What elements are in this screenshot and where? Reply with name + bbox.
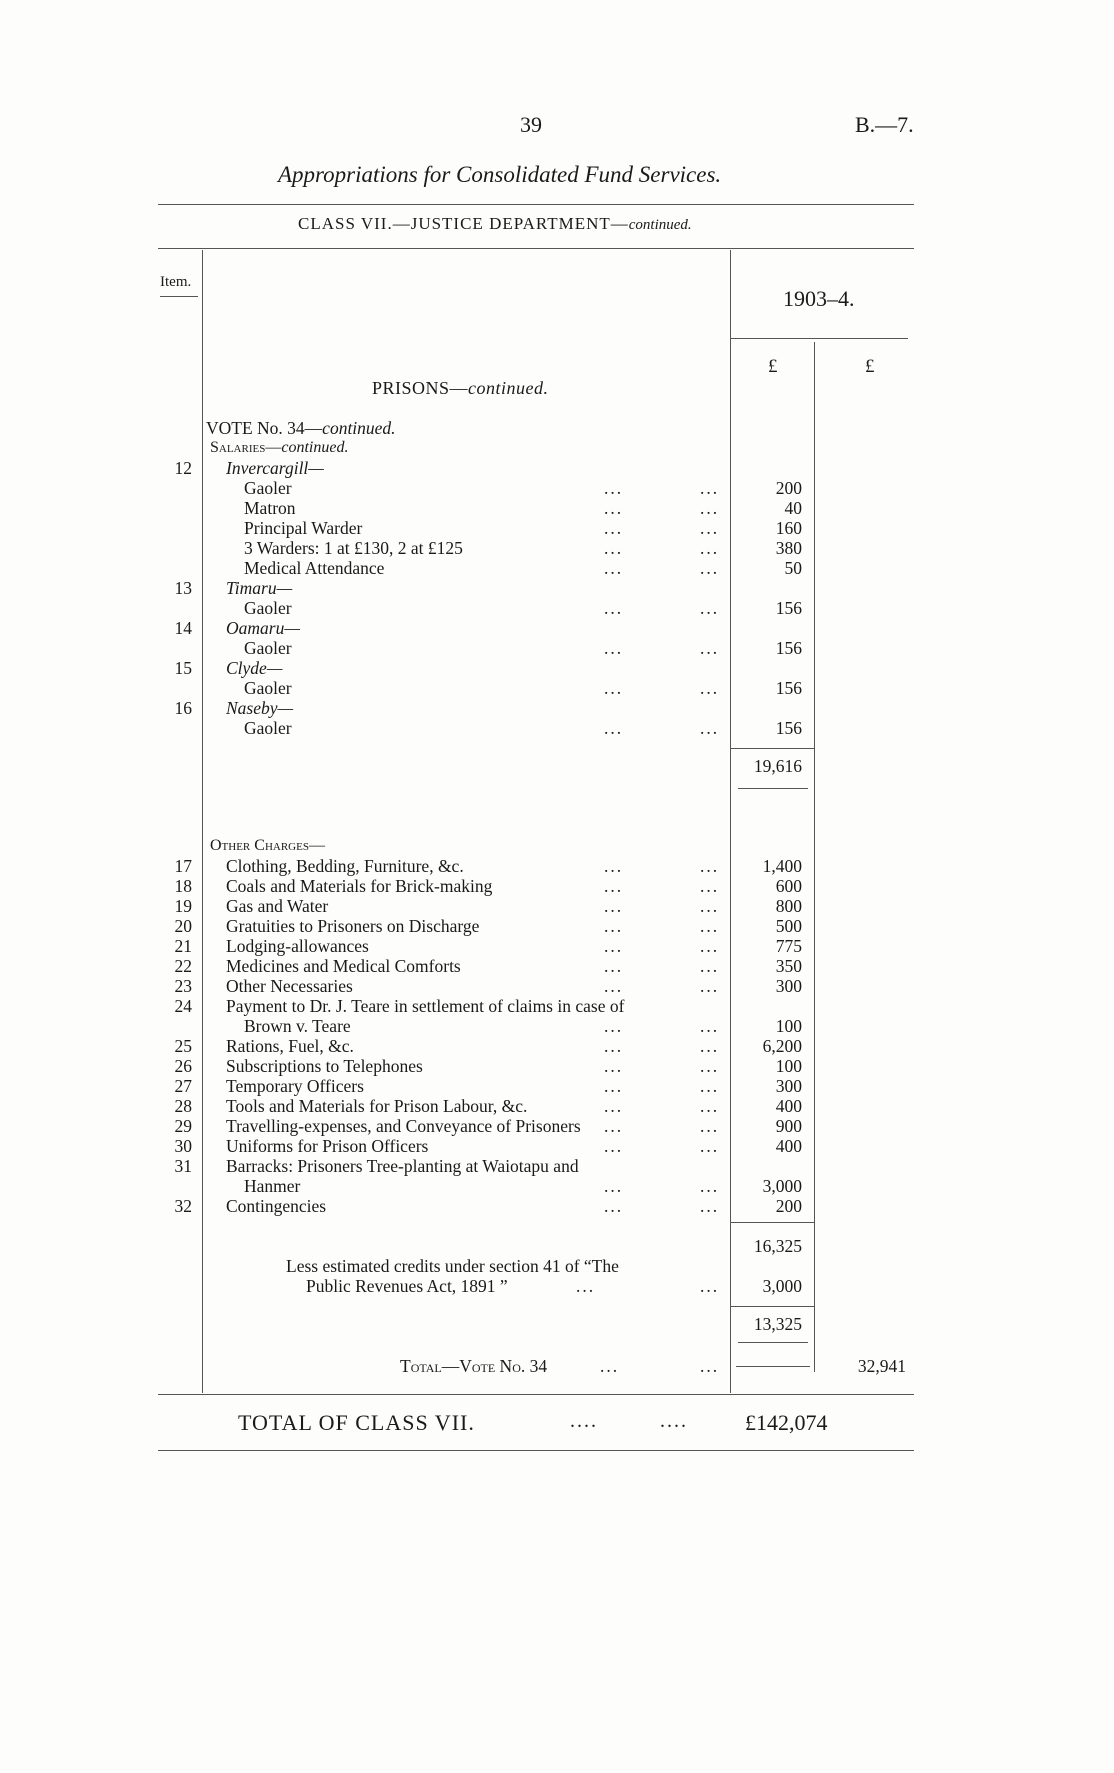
line-item-label: Medicines and Medical Comforts (226, 956, 461, 976)
leader-dots: ... (700, 1016, 720, 1036)
leader-dots: ... (700, 936, 720, 956)
line-item-label: Rations, Fuel, &c. (226, 1036, 354, 1056)
line-item-amount: 50 (784, 558, 802, 578)
line-item-amount: 100 (775, 1016, 802, 1036)
item-number: 28 (174, 1096, 192, 1116)
vote-total-label: Total—Vote No. 34 (400, 1356, 548, 1376)
line-item-label: Temporary Officers (226, 1076, 364, 1096)
item-number: 14 (174, 618, 192, 638)
line-item-amount: 300 (775, 1076, 802, 1096)
item-number: 22 (174, 956, 192, 976)
credits-text: Public Revenues Act, 1891 ” (306, 1276, 508, 1296)
line-item-amount: 160 (775, 518, 802, 538)
leader-dots: ... (700, 896, 720, 916)
other-charges-net: 13,325 (753, 1314, 802, 1334)
leader-dots: ... (700, 718, 720, 738)
leader-dots: ... (700, 1196, 720, 1216)
item-number: 27 (174, 1076, 192, 1096)
subsection-heading: Other Charges— (210, 837, 325, 854)
leader-dots: ... (604, 538, 624, 558)
leader-dots: ... (604, 936, 624, 956)
leader-dots: ... (604, 1196, 624, 1216)
line-item-label: Tools and Materials for Prison Labour, &c. (226, 1096, 528, 1116)
line-item-amount: 800 (775, 896, 802, 916)
line-item-label: Clothing, Bedding, Furniture, &c. (226, 856, 464, 876)
credits-text: Less estimated credits under section 41 of “The (286, 1256, 619, 1276)
line-item-amount: 1,400 (762, 856, 802, 876)
leader-dots: .... (660, 1410, 688, 1432)
item-number: 26 (174, 1056, 192, 1076)
rule (730, 1222, 814, 1223)
leader-dots: ... (604, 518, 624, 538)
vote-heading: VOTE No. 34—continued. (206, 418, 396, 438)
line-item-label: Gaoler (244, 638, 292, 658)
line-item-label: Gaoler (244, 478, 292, 498)
leader-dots: ... (604, 1016, 624, 1036)
leader-dots: .... (570, 1410, 598, 1432)
rule (158, 204, 914, 205)
leader-dots: ... (700, 916, 720, 936)
line-item-label: Matron (244, 498, 296, 518)
leader-dots: ... (604, 856, 624, 876)
class-heading: CLASS VII.—JUSTICE DEPARTMENT—continued. (298, 214, 692, 233)
line-item-label: Hanmer (244, 1176, 301, 1196)
line-item-label: Brown v. Teare (244, 1016, 351, 1036)
item-number: 23 (174, 976, 192, 996)
leader-dots: ... (700, 976, 720, 996)
line-item-amount: 6,200 (762, 1036, 802, 1056)
line-item-label: Coals and Materials for Brick-making (226, 876, 493, 896)
leader-dots: ... (604, 478, 624, 498)
document-code: B.—7. (855, 112, 914, 137)
item-number: 18 (174, 876, 192, 896)
line-item-label: Medical Attendance (244, 558, 385, 578)
rule (158, 1450, 914, 1451)
leader-dots: ... (700, 1096, 720, 1116)
place-name: Invercargill— (226, 458, 324, 478)
rule (736, 1366, 810, 1367)
leader-dots: ... (604, 916, 624, 936)
leader-dots: ... (700, 678, 720, 698)
leader-dots: ... (604, 558, 624, 578)
leader-dots: ... (604, 498, 624, 518)
leader-dots: ... (700, 638, 720, 658)
leader-dots: ... (604, 876, 624, 896)
subsection-heading: Salaries—continued. (210, 439, 349, 456)
line-item-amount: 400 (775, 1096, 802, 1116)
leader-dots: ... (604, 1116, 624, 1136)
rule (814, 342, 815, 1372)
line-item-amount: 156 (775, 638, 802, 658)
leader-dots: ... (604, 1056, 624, 1076)
rule (158, 248, 914, 249)
item-number: 19 (174, 896, 192, 916)
class-total-amount: £142,074 (745, 1410, 828, 1435)
item-number: 20 (174, 916, 192, 936)
place-name: Oamaru— (226, 618, 300, 638)
rule (730, 338, 908, 339)
line-item-label: Barracks: Prisoners Tree-planting at Waiotapu and (226, 1156, 579, 1176)
page-title: Appropriations for Consolidated Fund Services. (278, 162, 722, 187)
line-item-amount: 200 (775, 1196, 802, 1216)
item-number: 24 (174, 996, 192, 1016)
rule (158, 1394, 914, 1395)
section-heading: PRISONS—continued. (372, 378, 549, 398)
leader-dots: ... (700, 1076, 720, 1096)
rule (730, 748, 814, 749)
leader-dots: ... (600, 1356, 620, 1376)
line-item-label: Gaoler (244, 678, 292, 698)
leader-dots: ... (700, 598, 720, 618)
item-number: 15 (174, 658, 192, 678)
item-column-header: Item. (160, 274, 192, 290)
item-number: 25 (174, 1036, 192, 1056)
line-item-amount: 156 (775, 598, 802, 618)
line-item-label: Principal Warder (244, 518, 363, 538)
line-item-label: Gratuities to Prisoners on Discharge (226, 916, 480, 936)
line-item-label: Subscriptions to Telephones (226, 1056, 423, 1076)
leader-dots: ... (700, 956, 720, 976)
line-item-amount: 3,000 (762, 1176, 802, 1196)
line-item-amount: 775 (775, 936, 802, 956)
leader-dots: ... (604, 976, 624, 996)
item-number: 16 (174, 698, 192, 718)
line-item-amount: 40 (784, 498, 802, 518)
leader-dots: ... (604, 1036, 624, 1056)
line-item-label: 3 Warders: 1 at £130, 2 at £125 (244, 538, 463, 558)
leader-dots: ... (700, 876, 720, 896)
item-number: 12 (174, 458, 192, 478)
line-item-amount: 380 (775, 538, 802, 558)
leader-dots: ... (700, 518, 720, 538)
year-header: 1903–4. (783, 286, 855, 311)
leader-dots: ... (700, 538, 720, 558)
leader-dots: ... (604, 638, 624, 658)
leader-dots: ... (604, 718, 624, 738)
leader-dots: ... (604, 1136, 624, 1156)
rule (202, 250, 203, 1393)
leader-dots: ... (700, 478, 720, 498)
item-number: 21 (174, 936, 192, 956)
line-item-label: Uniforms for Prison Officers (226, 1136, 429, 1156)
leader-dots: ... (700, 558, 720, 578)
item-number: 30 (174, 1136, 192, 1156)
leader-dots: ... (604, 598, 624, 618)
leader-dots: ... (700, 1036, 720, 1056)
leader-dots: ... (700, 1276, 720, 1296)
line-item-label: Gaoler (244, 718, 292, 738)
line-item-amount: 500 (775, 916, 802, 936)
leader-dots: ... (604, 1076, 624, 1096)
line-item-label: Gaoler (244, 598, 292, 618)
leader-dots: ... (700, 1116, 720, 1136)
leader-dots: ... (604, 896, 624, 916)
credits-amount: 3,000 (762, 1276, 802, 1296)
place-name: Timaru— (226, 578, 293, 598)
rule (160, 296, 198, 297)
line-item-label: Other Necessaries (226, 976, 353, 996)
leader-dots: ... (604, 1176, 624, 1196)
line-item-amount: 156 (775, 718, 802, 738)
leader-dots: ... (700, 856, 720, 876)
leader-dots: ... (604, 1096, 624, 1116)
item-number: 32 (174, 1196, 192, 1216)
line-item-amount: 900 (775, 1116, 802, 1136)
pound-symbol: £ (768, 356, 778, 377)
line-item-amount: 600 (775, 876, 802, 896)
item-number: 29 (174, 1116, 192, 1136)
leader-dots: ... (700, 1056, 720, 1076)
salaries-total: 19,616 (753, 756, 802, 776)
leader-dots: ... (576, 1276, 596, 1296)
place-name: Clyde— (226, 658, 283, 678)
item-number: 17 (174, 856, 192, 876)
item-number: 13 (174, 578, 192, 598)
leader-dots: ... (700, 498, 720, 518)
leader-dots: ... (700, 1356, 720, 1376)
vote-total-amount: 32,941 (857, 1356, 906, 1376)
line-item-amount: 400 (775, 1136, 802, 1156)
line-item-amount: 350 (775, 956, 802, 976)
line-item-label: Travelling-expenses, and Conveyance of Prisoners (226, 1116, 581, 1136)
leader-dots: ... (604, 956, 624, 976)
other-charges-subtotal: 16,325 (753, 1236, 802, 1256)
leader-dots: ... (604, 678, 624, 698)
line-item-amount: 100 (775, 1056, 802, 1076)
line-item-label: Lodging-allowances (226, 936, 369, 956)
line-item-label: Contingencies (226, 1196, 327, 1216)
leader-dots: ... (700, 1136, 720, 1156)
rule (730, 1306, 814, 1307)
line-item-amount: 156 (775, 678, 802, 698)
leader-dots: ... (700, 1176, 720, 1196)
line-item-amount: 300 (775, 976, 802, 996)
rule (738, 788, 808, 789)
line-item-label: Payment to Dr. J. Teare in settlement of claims in case of (226, 996, 625, 1016)
line-item-amount: 200 (775, 478, 802, 498)
page-number: 39 (520, 112, 542, 137)
rule (738, 1342, 808, 1343)
item-number: 31 (174, 1156, 192, 1176)
place-name: Naseby— (226, 698, 294, 718)
class-total-label: TOTAL OF CLASS VII. (238, 1410, 475, 1435)
pound-symbol: £ (865, 356, 875, 377)
line-item-label: Gas and Water (226, 896, 329, 916)
